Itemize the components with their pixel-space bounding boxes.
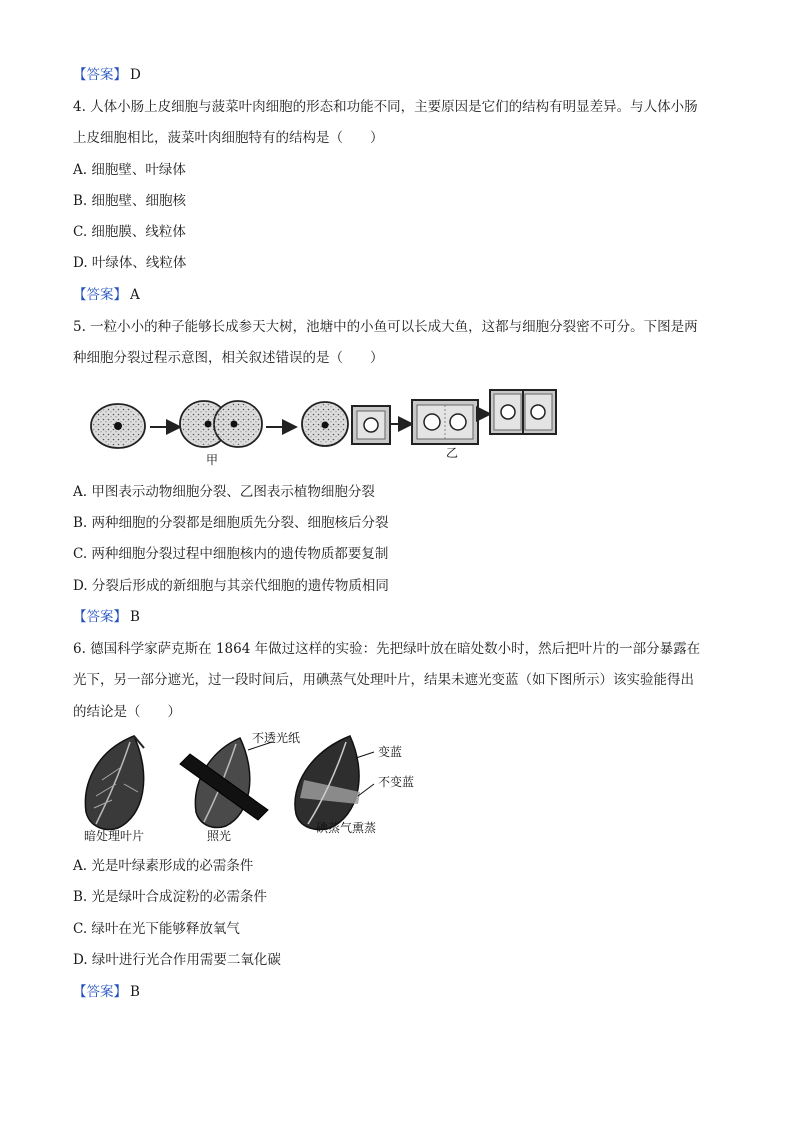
answer-q3 <box>73 66 141 84</box>
question-6-option-c: C. 绿叶在光下能够释放氧气 <box>73 921 240 937</box>
question-5-line-2: 种细胞分裂过程示意图，相关叙述错误的是（ ） <box>73 350 384 366</box>
question-4-option-a: A. 细胞壁、叶绿体 <box>73 162 186 178</box>
answer-value: D <box>130 67 141 83</box>
question-6-line-1: 6. 德国科学家萨克斯在 1864 年做过这样的实验：先把绿叶放在暗处数小时，然后把叶片的一部分暴露在 <box>73 641 701 657</box>
answer-q6 <box>73 983 140 1001</box>
answer-tag: 【答案】 <box>73 67 127 83</box>
figure-label-yi: 乙 <box>446 446 459 460</box>
question-5-option-d: D. 分裂后形成的新细胞与其亲代细胞的遗传物质相同 <box>73 578 389 594</box>
animal-cell-dividing <box>180 401 262 447</box>
leaf-experiment-figure <box>72 728 432 846</box>
question-5-option-c: C. 两种细胞分裂过程中细胞核内的遗传物质都要复制 <box>73 546 389 562</box>
label-turns-blue: 变蓝 <box>378 745 403 759</box>
animal-cells-divided-pair <box>302 402 348 446</box>
question-6-option-a: A. 光是叶绿素形成的必需条件 <box>73 858 254 874</box>
question-4-line-1: 4. 人体小肠上皮细胞与菠菜叶肉细胞的形态和功能不同，主要原因是它们的结构有明显差异。与人体小肠 <box>73 99 698 115</box>
answer-value: A <box>130 287 140 303</box>
plant-cell-1 <box>352 406 390 444</box>
question-6-line-3: 的结论是（ ） <box>73 704 181 720</box>
answer-q5 <box>73 608 140 626</box>
plant-cells-divided <box>490 390 556 434</box>
question-6-option-d: D. 绿叶进行光合作用需要二氧化碳 <box>73 952 281 968</box>
figure-label-jia: 甲 <box>206 453 219 467</box>
answer-value: B <box>130 984 140 1000</box>
question-5-option-b: B. 两种细胞的分裂都是细胞质先分裂、细胞核后分裂 <box>73 515 389 531</box>
label-line-blue <box>356 752 374 758</box>
plant-cell-dividing <box>412 400 478 444</box>
question-4-option-c: C. 细胞膜、线粒体 <box>73 224 186 240</box>
question-4-option-d: D. 叶绿体、线粒体 <box>73 255 187 271</box>
answer-tag: 【答案】 <box>73 984 127 1000</box>
caption-dark-treated: 暗处理叶片 <box>84 829 145 843</box>
label-not-blue: 不变蓝 <box>378 775 415 789</box>
answer-tag: 【答案】 <box>73 287 127 303</box>
leaf-iodine <box>295 736 360 829</box>
leaf-dark-treated <box>85 736 144 829</box>
question-6-option-b: B. 光是绿叶合成淀粉的必需条件 <box>73 889 268 905</box>
question-4-option-b: B. 细胞壁、细胞核 <box>73 193 187 209</box>
label-opaque-paper: 不透光纸 <box>252 731 301 745</box>
answer-q4 <box>73 286 140 304</box>
caption-iodine: 碘蒸气熏蒸 <box>316 821 377 835</box>
label-line-not-blue <box>358 784 374 796</box>
answer-value: B <box>130 609 140 625</box>
animal-cell-1 <box>91 404 145 448</box>
question-5-option-a: A. 甲图表示动物细胞分裂、乙图表示植物细胞分裂 <box>73 484 375 500</box>
caption-illuminate: 照光 <box>207 829 232 843</box>
answer-tag: 【答案】 <box>73 609 127 625</box>
question-4-line-2: 上皮细胞相比，菠菜叶肉细胞特有的结构是（ ） <box>73 130 384 146</box>
question-6-line-2: 光下，另一部分遮光，过一段时间后，用碘蒸气处理叶片，结果未遮光变蓝（如下图所示）该实验能得出 <box>73 672 694 688</box>
question-5-line-1: 5. 一粒小小的种子能够长成参天大树，池塘中的小鱼可以长成大鱼，这都与细胞分裂密不可分。下图是两 <box>73 319 698 335</box>
cell-division-figure <box>72 378 572 470</box>
